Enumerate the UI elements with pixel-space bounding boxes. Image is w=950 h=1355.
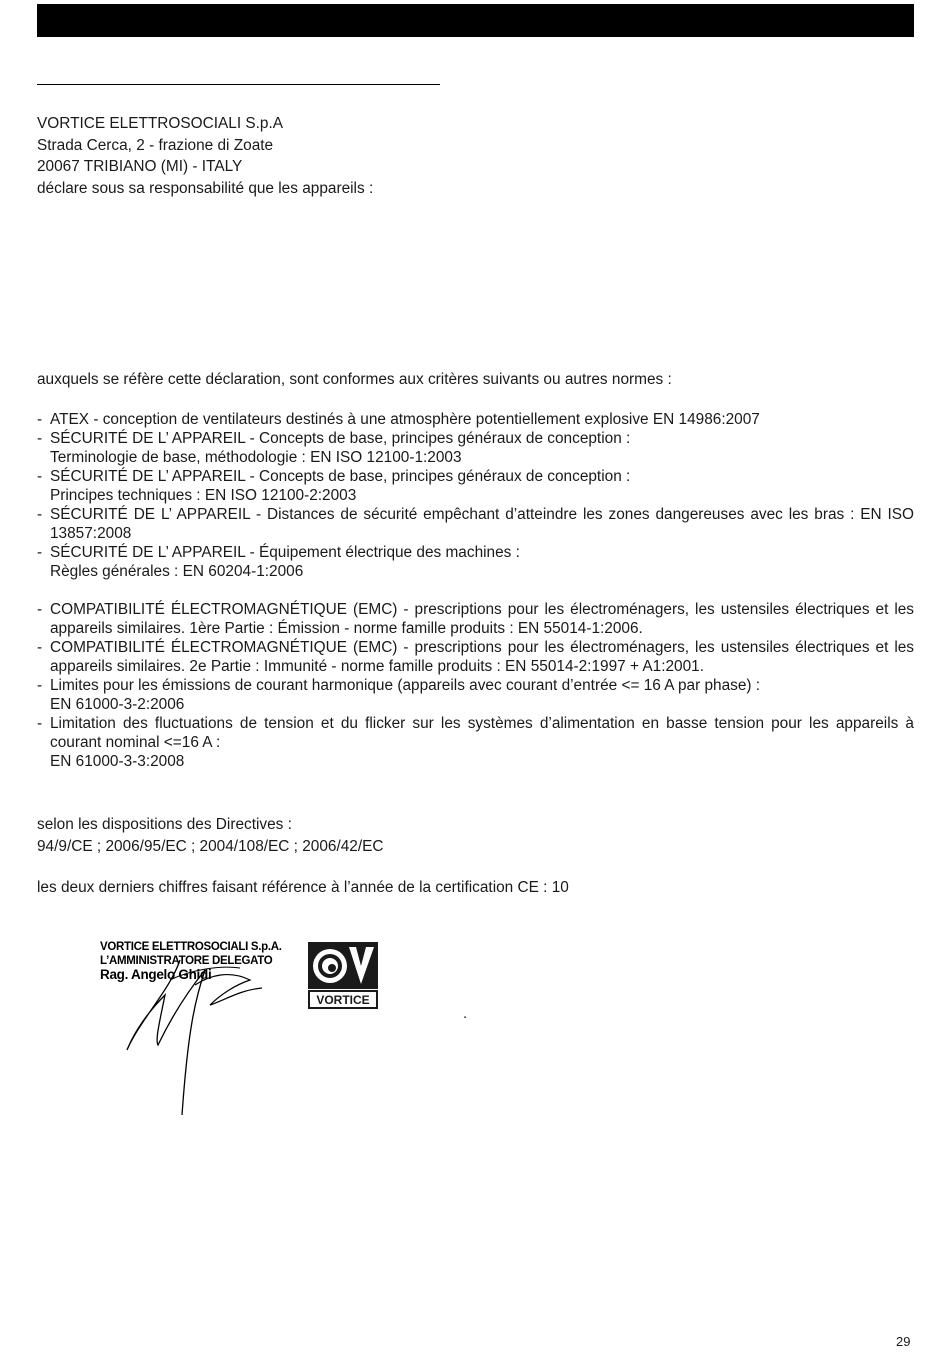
declaration-text: déclare sous sa responsabilité que les appareils : (37, 179, 374, 197)
list-item-text: Limitation des fluctuations de tension et du flicker sur les systèmes d’alimentation en basse tension pour les appareils à courant nominal <=16 A : EN 61000-3-3:2008 (50, 715, 914, 770)
emc-standards-list (37, 600, 914, 771)
list-item: - SÉCURITÉ DE L’ APPAREIL - Équipement électrique des machines : Règles générales : EN 60204-1:2006 (37, 543, 914, 581)
company-street: Strada Cerca, 2 - frazione di Zoate (37, 136, 274, 154)
list-item-text: COMPATIBILITÉ ÉLECTROMAGNÉTIQUE (EMC) - prescriptions pour les électroménagers, les ustensiles électriques et les appareils similaires. 1ère Partie : Émission - norme famille produits : EN 55014-1:2006. (50, 601, 914, 637)
list-item-text: SÉCURITÉ DE L’ APPAREIL - Équipement électrique des machines : Règles générales : EN 60204-1:2006 (50, 544, 520, 580)
conformity-intro: auxquels se réfère cette déclaration, sont conformes aux critères suivants ou autres normes : (37, 371, 672, 388)
list-item: - COMPATIBILITÉ ÉLECTROMAGNÉTIQUE (EMC) - prescriptions pour les électroménagers, les ustensiles électriques et les appareils similaires. 1ère Partie : Émission - norme famille produits : EN 55014-1:2006. (37, 601, 914, 637)
list-item: - SÉCURITÉ DE L’ APPAREIL - Concepts de base, principes généraux de conception : Principes techniques : EN ISO 12100-2:2003 (37, 467, 914, 505)
list-item-text: Limites pour les émissions de courant harmonique (appareils avec courant d’entrée <= 16 A par phase) : EN 61000-3-2:2006 (50, 677, 761, 713)
title-rule (37, 84, 440, 85)
page-number: 29 (896, 1334, 911, 1349)
vortice-spiral-logo-icon (308, 942, 378, 1009)
list-item: - ATEX - conception de ventilateurs destinés à une atmosphère potentiellement explosive EN 14986:2007 (37, 410, 914, 429)
stamp-company: VORTICE ELETTROSOCIALI S.p.A. (100, 941, 282, 953)
list-item: - SÉCURITÉ DE L’ APPAREIL - Distances de sécurité empêchant d’atteindre les zones dangereuses avec les bras : EN ISO 13857:2008 (37, 506, 914, 542)
list-item: - Limitation des fluctuations de tension et du flicker sur les systèmes d’alimentation en basse tension pour les appareils à courant nominal <=16 A : EN 61000-3-3:2008 (37, 715, 914, 770)
logo-text: VORTICE (316, 993, 370, 1007)
list-item: - SÉCURITÉ DE L’ APPAREIL - Concepts de base, principes généraux de conception : Terminologie de base, méthodologie : EN ISO 12100-1:2003 (37, 429, 914, 467)
stray-mark: . (463, 1005, 468, 1022)
header-bar (37, 4, 914, 37)
company-city: 20067 TRIBIANO (MI) - ITALY (37, 158, 243, 175)
list-item: - Limites pour les émissions de courant harmonique (appareils avec courant d’entrée <= 16 A par phase) : EN 61000-3-2:2006 (37, 676, 914, 714)
directives (37, 814, 914, 857)
list-item-text: COMPATIBILITÉ ÉLECTROMAGNÉTIQUE (EMC) - prescriptions pour les électroménagers, les ustensiles électriques et les appareils similaires. 2e Partie : Immunité - norme famille produits : EN 55014-2:1997 + A1:2001. (50, 639, 914, 675)
list-item-text: ATEX - conception de ventilateurs destinés à une atmosphère potentiellement explosive EN 14986:2007 (50, 411, 760, 428)
directives-list: 94/9/CE ; 2006/95/EC ; 2004/108/EC ; 2006/42/EC (37, 837, 384, 855)
list-item-text: SÉCURITÉ DE L’ APPAREIL - Concepts de base, principes généraux de conception : Terminologie de base, méthodologie : EN ISO 12100-1:2003 (50, 430, 631, 466)
list-item: - COMPATIBILITÉ ÉLECTROMAGNÉTIQUE (EMC) - prescriptions pour les électroménagers, les ustensiles électriques et les appareils similaires. 2e Partie : Immunité - norme famille produits : EN 55014-2:1997 + A1:2001. (37, 639, 914, 675)
list-item-text: SÉCURITÉ DE L’ APPAREIL - Concepts de base, principes généraux de conception : Principes techniques : EN ISO 12100-2:2003 (50, 468, 631, 504)
list-item-text: SÉCURITÉ DE L’ APPAREIL - Distances de sécurité empêchant d’atteindre les zones dangereuses avec les bras : EN ISO 13857:2008 (50, 506, 914, 542)
certification-note: les deux derniers chiffres faisant référence à l’année de la certification CE : 10 (37, 879, 569, 896)
stamp-role: L’AMMINISTRATORE DELEGATO (100, 954, 273, 967)
handwritten-signature (110, 950, 280, 1120)
company-name: VORTICE ELETTROSOCIALI S.p.A (37, 115, 284, 132)
company-address (37, 113, 914, 199)
stamp-name: Rag. Angelo Ghidi (100, 967, 212, 982)
safety-standards-list (37, 410, 914, 581)
directives-label: selon les dispositions des Directives : (37, 816, 292, 833)
